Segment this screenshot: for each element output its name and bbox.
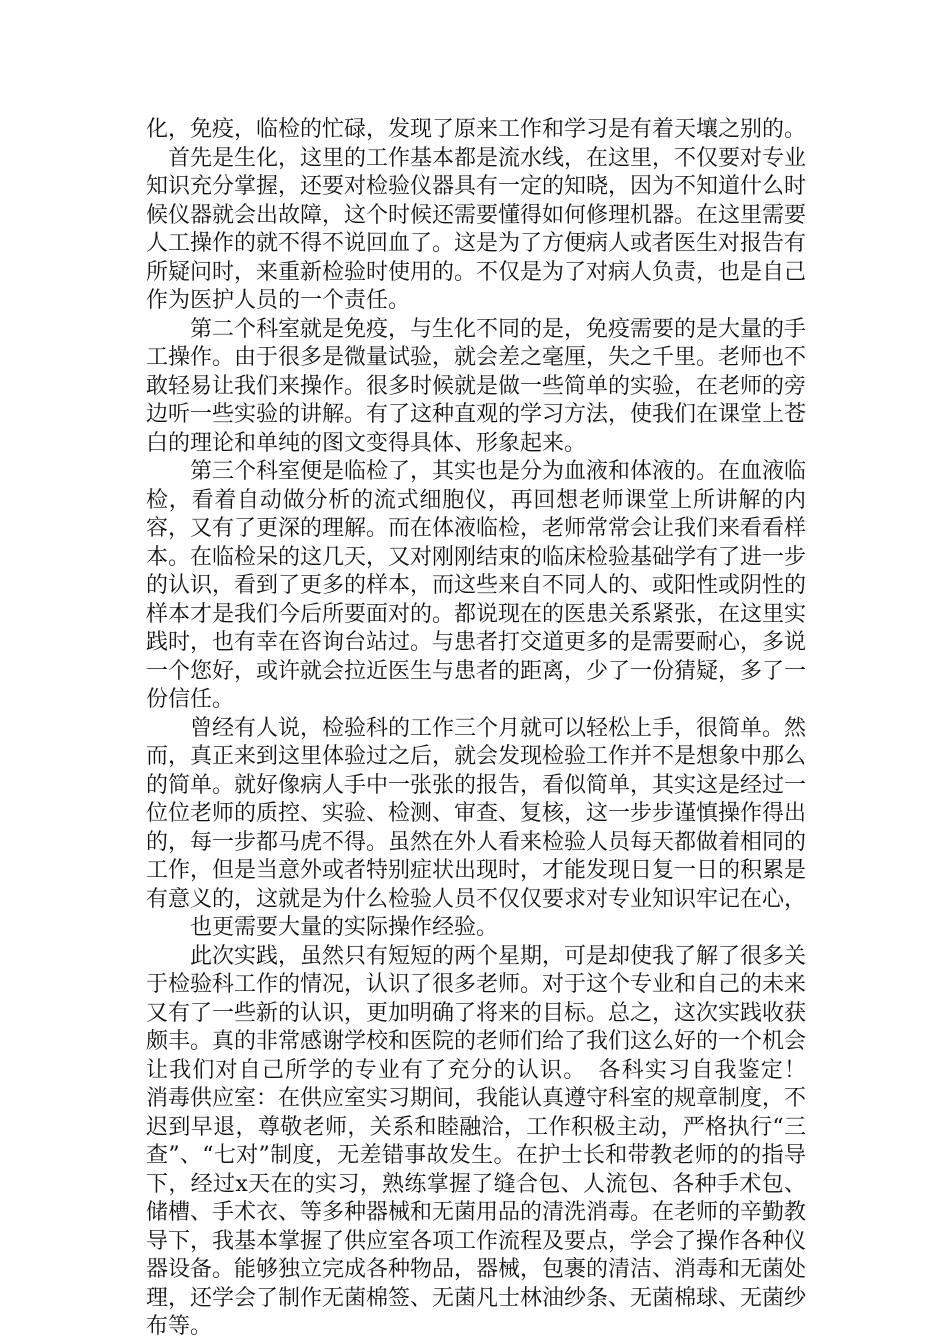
paragraph-6: 也更需要大量的实际操作经验。 [190, 915, 499, 940]
paragraph-2: 首先是生化，这里的工作基本都是流水线，在这里，不仅要对专业知识充分掌握，还要对检验仪器具有一定的知晓，因为不知道什么时候仪器就会出故障，这个时候还需要懂得如何修理机器。在这里需要人工操作的就不得不说回血了。这是为了方便病人或者医生对报告有所疑问时，来重新检验时使用的。不仅是为了对病人负责，也是自己作为医护人员的一个责任。 [146, 145, 807, 313]
paragraph-1: 化，免疫，临检的忙碌，发现了原来工作和学习是有着天壤之别的。 [146, 117, 807, 142]
paragraph-5: 曾经有人说，检验科的工作三个月就可以轻松上手，很简单。然而，真正来到这里体验过之后，就会发现检验工作并不是想象中那么的简单。就好像病人手中一张张的报告，看似简单，其实这是经过一位位老师的质控、实验、检测、审查、复核，这一步步谨慎操作得出的，每一步都马虎不得。虽然在外人看来检验人员每天都做着相同的工作，但是当意外或者特别症状出现时，才能发现日复一日的积累是有意义的，这就是为什么检验人员不仅仅要求对专业知识牢记在心， [146, 715, 807, 912]
paragraph-7: 此次实践，虽然只有短短的两个星期，可是却使我了解了很多关于检验科工作的情况，认识了很多老师。对于这个专业和自己的未来又有了一些新的认识，更加明确了将来的目标。总之，这次实践收获颇丰。真的非常感谢学校和医院的老师们给了我们这么好的一个机会让我们对自己所学的专业有了充分的认识。 各科实习自我鉴定！ 消毒供应室：在供应室实习期间，我能认真遵守科室的规章制度，不迟到早退，尊敬老师，关系和睦融洽，工作积极主动，严格执行“三查”、“七对”制度，无差错事故发生。在护士长和带教老师的的指导下，经过x天在的实习，熟练掌握了缝合包、人流包、各种手术包、储槽、手术衣、等多种器械和无菌用品的清洗消毒。在老师的辛勤教导下，我基本掌握了供应室各项工作流程及要点，学会了操作各种仪器设备。能够独立完成各种物品，器械，包裹的清洁、消毒和无菌处理，还学会了制作无菌棉签、无菌凡士林油纱条、无菌棉球、无菌纱布等。 [146, 943, 829, 1339]
paragraph-4: 第三个科室便是临检了，其实也是分为血液和体液的。在血液临检，看着自动做分析的流式细胞仪，再回想老师课堂上所讲解的内容，又有了更深的理解。而在体液临检，老师常常会让我们来看看样本。在临检呆的这几天，又对刚刚结束的临床检验基础学有了进一步的认识，看到了更多的样本，而这些来自不同人的、或阳性或阴性的样本才是我们今后所要面对的。都说现在的医患关系紧张，在这里实践时，也有幸在咨询台站过。与患者打交道更多的是需要耐心，多说一个您好，或许就会拉近医生与患者的距离，少了一份猜疑，多了一份信任。 [146, 459, 807, 712]
paragraph-3: 第二个科室就是免疫，与生化不同的是，免疫需要的是大量的手工操作。由于很多是微量试验，就会差之毫厘，失之千里。老师也不敢轻易让我们来操作。很多时候就是做一些简单的实验，在老师的旁边听一些实验的讲解。有了这种直观的学习方法，使我们在课堂上苍白的理论和单纯的图文变得具体、形象起来。 [146, 316, 807, 456]
document-body [146, 116, 829, 1342]
